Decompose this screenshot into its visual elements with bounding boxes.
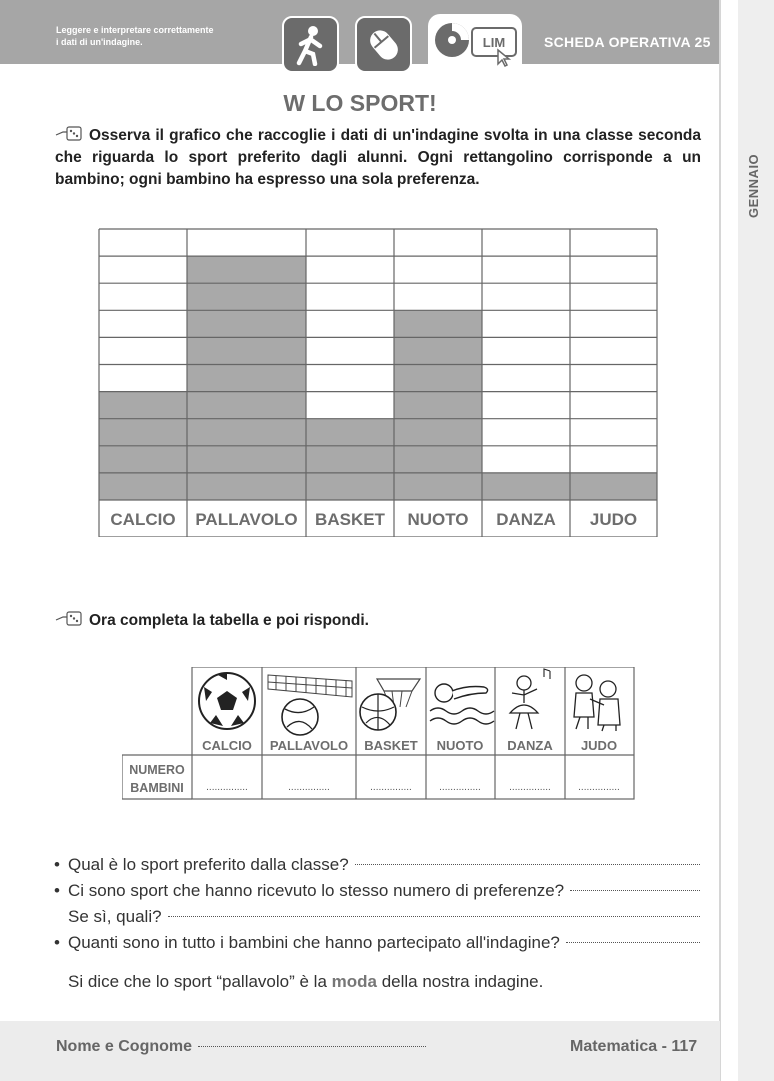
bar-cell-calcio-1 [99, 473, 187, 500]
table-col-nuoto: NUOTO [436, 738, 484, 753]
month-label: GENNAIO [746, 153, 761, 218]
question-2b [54, 904, 700, 930]
bar-cell-nuoto-1 [394, 473, 482, 500]
blank-judo[interactable]: ............... [578, 782, 620, 793]
soccer-ball-icon [199, 673, 255, 729]
bar-cell-pallavolo-6 [187, 337, 306, 364]
blank-pallavolo[interactable]: ............... [288, 782, 330, 793]
lim-tab [428, 14, 522, 66]
category-label-nuoto: NUOTO [407, 510, 469, 529]
bar-cell-pallavolo-3 [187, 419, 306, 446]
bar-cell-nuoto-7 [394, 310, 482, 337]
instruction-1 [55, 125, 701, 191]
name-field [56, 1038, 426, 1056]
blank-basket[interactable]: ............... [370, 782, 412, 793]
bar-cell-pallavolo-1 [187, 473, 306, 500]
bar-cell-pallavolo-2 [187, 446, 306, 473]
bar-cell-basket-3 [306, 419, 394, 446]
blank-nuoto[interactable]: ............... [439, 782, 481, 793]
blank-calcio[interactable]: ............... [206, 782, 248, 793]
mouse-icon [355, 16, 412, 73]
bar-cell-calcio-2 [99, 446, 187, 473]
answer-line-2b[interactable] [168, 916, 700, 917]
bar-cell-judo-1 [570, 473, 657, 500]
table-col-calcio: CALCIO [202, 738, 252, 753]
bar-cell-pallavolo-8 [187, 283, 306, 310]
bar-cell-nuoto-4 [394, 392, 482, 419]
page-title: W LO SPORT! [283, 90, 437, 116]
row-label-line1: NUMERO [129, 763, 185, 777]
table-col-danza: DANZA [507, 738, 553, 753]
instruction-2 [55, 610, 701, 632]
moda-word: moda [331, 972, 377, 991]
answer-line-3[interactable] [566, 942, 700, 943]
bar-chart [98, 228, 658, 537]
bar-cell-nuoto-5 [394, 365, 482, 392]
student-activity-icon [282, 16, 339, 73]
judo-icon [574, 675, 620, 731]
sheet-label: SCHEDA OPERATIVA 25 [544, 34, 711, 50]
category-label-pallavolo: PALLAVOLO [195, 510, 298, 529]
question-3-text: Quanti sono in tutto i bambini che hanno partecipato all'indagine? [68, 933, 560, 952]
basketball-icon [360, 679, 420, 730]
bar-cell-pallavolo-7 [187, 310, 306, 337]
dice-hand-icon [55, 126, 85, 142]
table-col-basket: BASKET [364, 738, 418, 753]
category-label-calcio: CALCIO [110, 510, 176, 529]
bar-cell-danza-1 [482, 473, 570, 500]
dice-hand-icon [55, 611, 85, 627]
bar-cell-nuoto-3 [394, 419, 482, 446]
bar-cell-pallavolo-5 [187, 365, 306, 392]
question-2-text: Ci sono sport che hanno ricevuto lo stesso numero di preferenze? [68, 881, 565, 900]
bar-cell-pallavolo-9 [187, 256, 306, 283]
bullet: • [54, 855, 60, 874]
question-1-text: Qual è lo sport preferito dalla classe? [68, 855, 349, 874]
bar-cell-basket-1 [306, 473, 394, 500]
page-number: Matematica - 117 [570, 1038, 698, 1055]
data-table [122, 667, 636, 801]
bar-cell-basket-2 [306, 446, 394, 473]
moda-after: della nostra indagine. [376, 972, 544, 991]
question-2b-text: Se sì, quali? [68, 907, 162, 926]
question-2 [54, 878, 700, 904]
table-col-pallavolo: PALLAVOLO [269, 738, 349, 753]
bar-cell-calcio-3 [99, 419, 187, 446]
category-label-danza: DANZA [496, 510, 556, 529]
dancer-icon [510, 669, 550, 729]
volleyball-icon [268, 675, 352, 735]
question-1 [54, 852, 700, 878]
row-label-line2: BAMBINI [130, 781, 184, 795]
bar-cell-calcio-4 [99, 392, 187, 419]
margin-line [719, 0, 721, 1081]
bullet: • [54, 933, 60, 952]
table-col-judo: JUDO [580, 738, 618, 753]
name-label: Nome e Cognome [56, 1038, 193, 1055]
answer-line-1[interactable] [355, 864, 700, 865]
moda-before: Si dice che lo sport “pallavolo” è la [68, 972, 332, 991]
header-subtitle [56, 24, 246, 48]
cd-lim-icon [428, 14, 522, 68]
category-label-judo: JUDO [589, 510, 638, 529]
blank-danza[interactable]: ............... [509, 782, 551, 793]
category-label-basket: BASKET [315, 510, 385, 529]
answer-line-2[interactable] [570, 890, 700, 891]
name-input-line[interactable] [198, 1046, 426, 1047]
bullet: • [54, 881, 60, 900]
instruction-2-text: Ora completa la tabella e poi rispondi. [89, 612, 369, 629]
question-3 [54, 930, 700, 956]
instruction-1-text: Osserva il grafico che raccoglie i dati di un'indagine svolta in una classe seconda che riguarda lo sport preferito dagli alunni. Ogni rettangolino corrisponde a un bambino; ogni bambino ha espresso una sola preferenza. [55, 127, 701, 188]
bar-cell-nuoto-2 [394, 446, 482, 473]
bar-cell-nuoto-6 [394, 337, 482, 364]
lim-label: LIM [482, 35, 506, 50]
bar-cell-pallavolo-4 [187, 392, 306, 419]
swimmer-icon [430, 684, 494, 724]
header-subtitle-line2: i dati di un'indagine. [56, 37, 143, 47]
header-subtitle-line1: Leggere e interpretare correttamente [56, 25, 214, 35]
moda-sentence [68, 972, 543, 992]
